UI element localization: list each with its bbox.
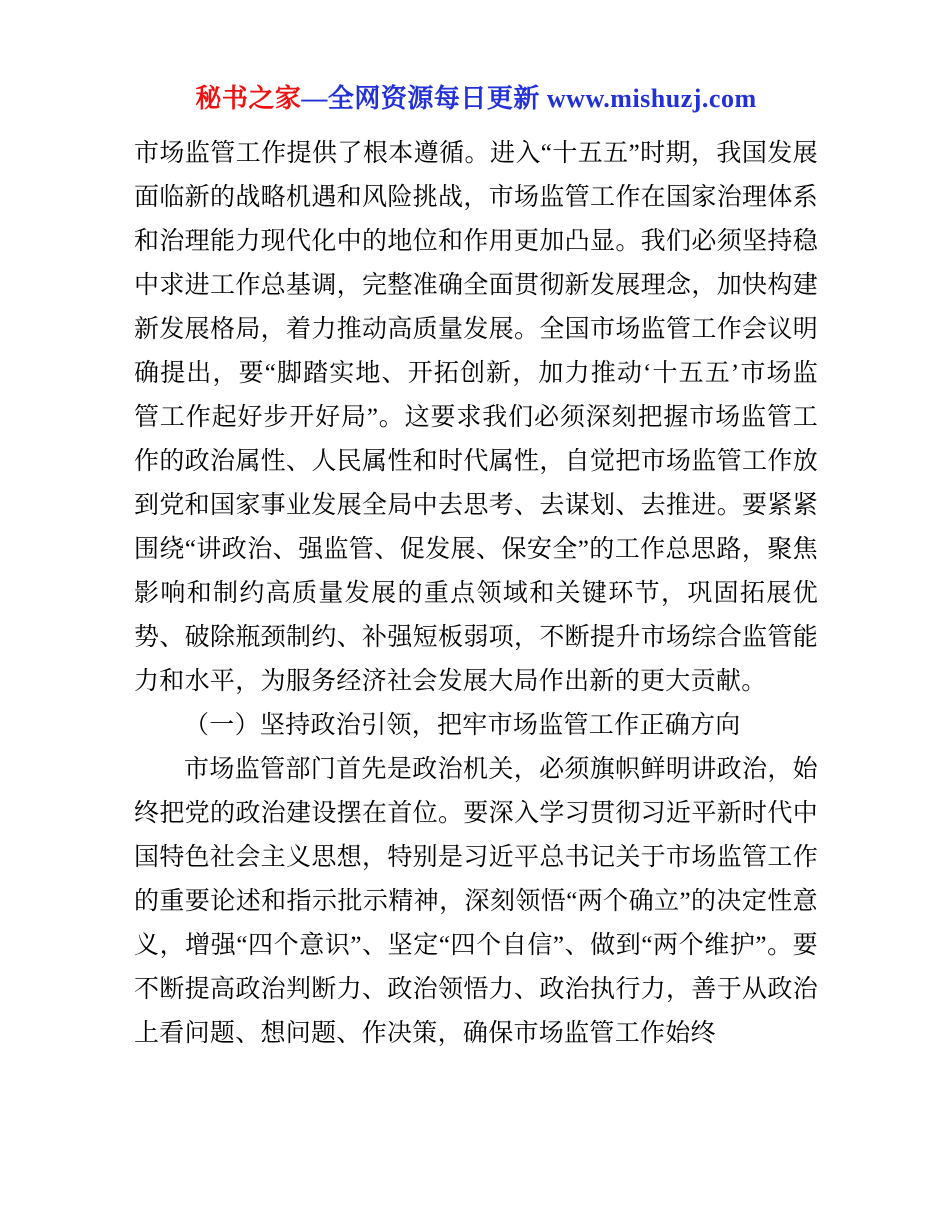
document-body <box>134 132 818 1056</box>
paragraph-body: 市场监管部门首先是政治机关，必须旗帜鲜明讲政治，始终把党的政治建设摆在首位。要深入学习贯彻习近平新时代中国特色社会主义思想，特别是习近平总书记关于市场监管工作的重要论述和指示批示精神，深刻领悟“两个确立”的决定性意义，增强“四个意识”、坚定“四个自信”、做到“两个维护”。要不断提高政治判断力、政治领悟力、政治执行力，善于从政治上看问题、想问题、作决策，确保市场监管工作始终 <box>134 756 818 1047</box>
site-brand: 秘书之家 <box>195 84 302 113</box>
site-url-link[interactable]: www.mishuzj.com <box>546 84 757 113</box>
section-heading: （一）坚持政治引领，把牢市场监管工作正确方向 <box>184 712 741 739</box>
site-header <box>134 82 818 116</box>
site-tagline: —全网资源每日更新 <box>301 84 547 113</box>
paragraph-continuation: 市场监管工作提供了根本遵循。进入“十五五”时期，我国发展面临新的战略机遇和风险挑战，市场监管工作在国家治理体系和治理能力现代化中的地位和作用更加凸显。我们必须坚持稳中求进工作总基调，完整准确全面贯彻新发展理念，加快构建新发展格局，着力推动高质量发展。全国市场监管工作会议明确提出，要“脚踏实地、开拓创新，加力推动‘十五五’市场监管工作起好步开好局”。这要求我们必须深刻把握市场监管工作的政治属性、人民属性和时代属性，自觉把市场监管工作放到党和国家事业发展全局中去思考、去谋划、去推进。要紧紧围绕“讲政治、强监管、促发展、保安全”的工作总思路，聚焦影响和制约高质量发展的重点领域和关键环节，巩固拓展优势、破除瓶颈制约、补强短板弱项，不断提升市场综合监管能力和水平，为服务经济社会发展大局作出新的更大贡献。 <box>134 140 818 695</box>
